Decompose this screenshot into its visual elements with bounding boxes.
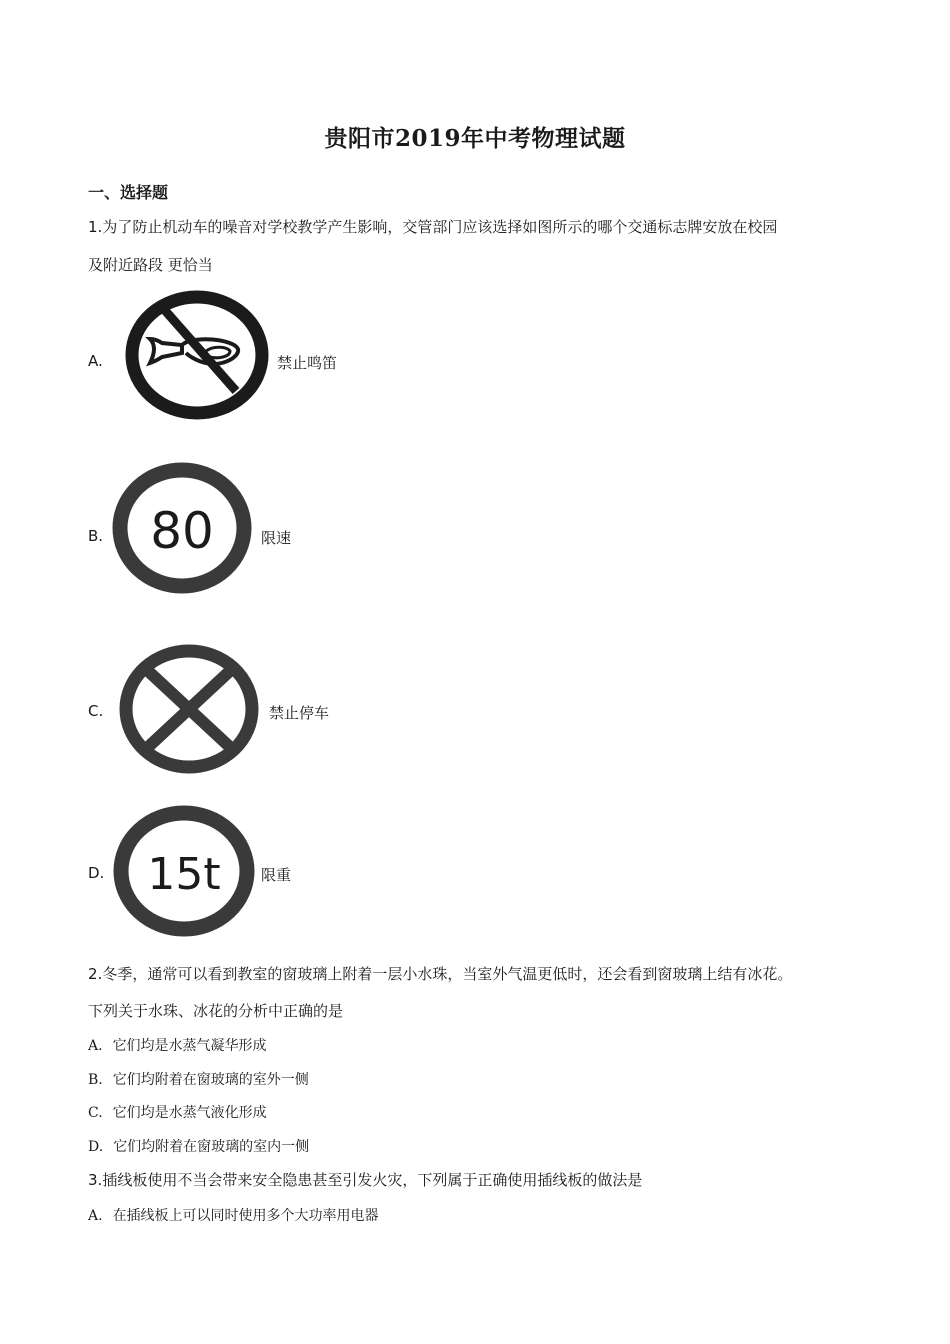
choice-letter: B. xyxy=(88,1072,103,1088)
question-3-line-1 xyxy=(88,1169,642,1190)
option-b-caption: 限速 xyxy=(261,529,292,547)
question-3-choice-a xyxy=(88,1205,379,1225)
choice-text: 它们均是水蒸气凝华形成 xyxy=(112,1038,267,1054)
choice-text: 它们均附着在窗玻璃的室外一侧 xyxy=(112,1072,309,1088)
question-2-choice-b xyxy=(88,1069,309,1089)
question-2-choice-a xyxy=(88,1035,267,1055)
speed-limit-value: 80 xyxy=(150,502,214,560)
section-heading: 一、选择题 xyxy=(88,183,169,202)
question-1-text-1: 为了防止机动车的噪音对学校教学产生影响，交管部门应该选择如图所示的哪个交通标志牌安放在校园 xyxy=(102,218,778,236)
choice-letter: A. xyxy=(88,1038,103,1054)
question-2-text-1: 冬季，通常可以看到教室的窗玻璃上附着一层小水珠，当室外气温更低时，还会看到窗玻璃上结有冰花。 xyxy=(102,965,793,983)
choice-letter: A. xyxy=(88,1208,103,1224)
speed-limit-sign-icon xyxy=(112,462,252,598)
question-2-choice-c xyxy=(88,1102,267,1122)
choice-text: 在插线板上可以同时使用多个大功率用电器 xyxy=(112,1208,379,1224)
question-2-number: 2. xyxy=(88,965,103,983)
question-1-line-1 xyxy=(88,216,777,237)
weight-limit-value: 15t xyxy=(147,849,221,900)
page-title: 贵阳市2019年中考物理试题 xyxy=(324,125,626,152)
option-a-caption: 禁止鸣笛 xyxy=(277,354,338,372)
choice-letter: D. xyxy=(88,1139,104,1155)
choice-text: 它们均附着在窗玻璃的室内一侧 xyxy=(113,1139,310,1155)
choice-text: 它们均是水蒸气液化形成 xyxy=(112,1105,267,1121)
question-2-choice-d xyxy=(88,1136,309,1156)
option-c-letter: C. xyxy=(88,702,104,720)
option-c-caption: 禁止停车 xyxy=(269,704,330,722)
option-d-caption: 限重 xyxy=(261,866,292,884)
question-1-text-2: 及附近路段 更恰当 xyxy=(88,256,213,274)
question-3-number: 3. xyxy=(88,1171,103,1189)
question-3-text-1: 插线板使用不当会带来安全隐患甚至引发火灾，下列属于正确使用插线板的做法是 xyxy=(102,1171,643,1189)
option-a-letter: A. xyxy=(88,352,103,370)
question-1-number: 1. xyxy=(88,218,103,236)
question-2-line-1 xyxy=(88,963,792,984)
no-honking-sign-icon xyxy=(122,287,272,427)
no-parking-sign-icon xyxy=(116,642,262,780)
option-b-letter: B. xyxy=(88,527,104,545)
option-d-letter: D. xyxy=(88,864,105,882)
weight-limit-sign-icon xyxy=(112,805,256,941)
question-2-text-2: 下列关于水珠、冰花的分析中正确的是 xyxy=(88,1002,344,1020)
choice-letter: C. xyxy=(88,1105,103,1121)
